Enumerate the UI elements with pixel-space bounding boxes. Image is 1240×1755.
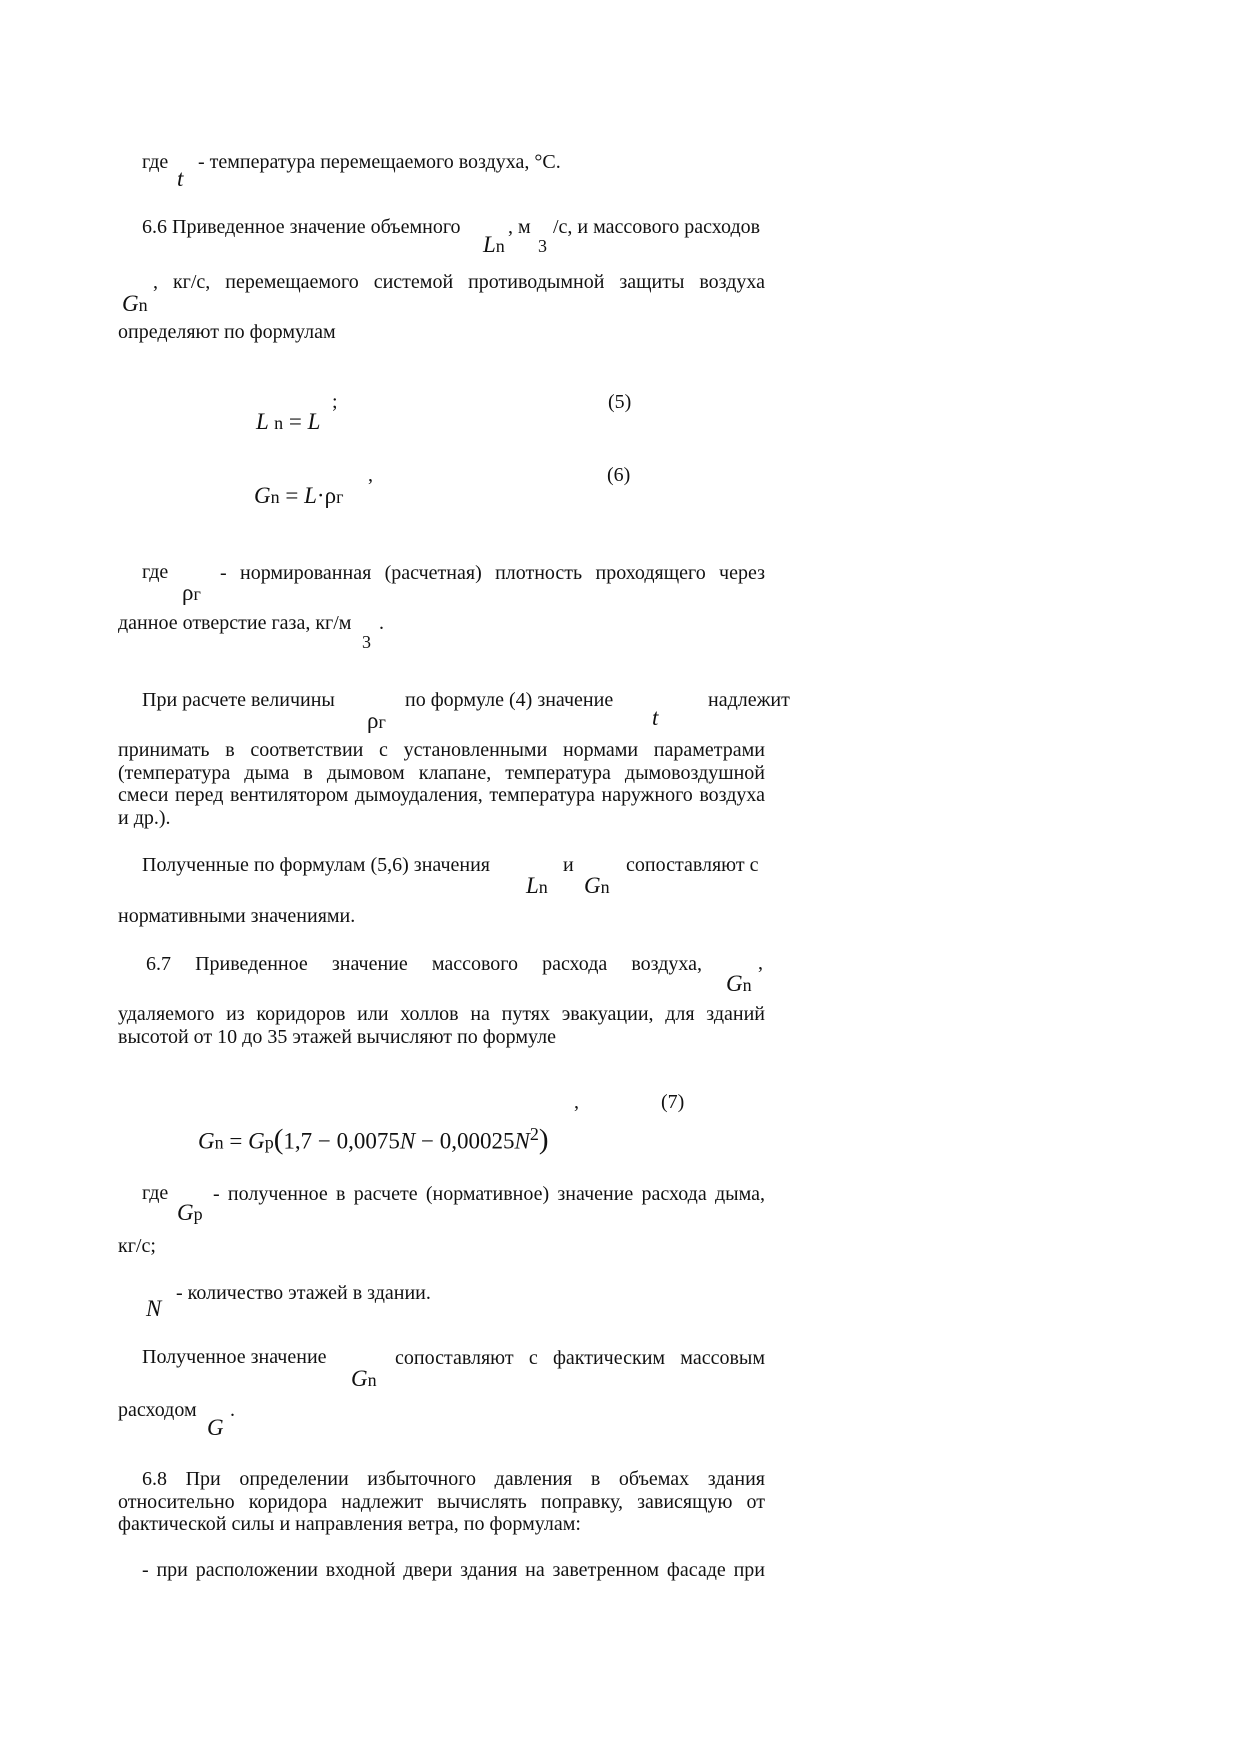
superscript-3b: 3 bbox=[362, 632, 371, 652]
symbol-Gn-4: Gn bbox=[351, 1366, 377, 1391]
equation-6: Gn = L·ρг bbox=[254, 483, 344, 508]
symbol-t: t bbox=[177, 166, 184, 191]
section-6-6-line3: определяют по формулам bbox=[118, 321, 336, 343]
and-word: и bbox=[563, 854, 574, 876]
where-label: где bbox=[142, 151, 169, 173]
equation-7-punct: , bbox=[574, 1091, 579, 1113]
equation-6-number: (6) bbox=[607, 464, 631, 486]
n-definition: - количество этажей в здании. bbox=[176, 1282, 431, 1304]
symbol-rho-g: ρг bbox=[182, 580, 201, 605]
equation-5-punct: ; bbox=[332, 391, 338, 413]
symbol-Gn: Gn bbox=[122, 291, 148, 316]
superscript-3: 3 bbox=[538, 236, 547, 256]
symbol-t-2: t bbox=[652, 705, 659, 730]
period-2: . bbox=[230, 1399, 235, 1421]
equation-5: L n = L bbox=[256, 409, 321, 434]
equation-7-number: (7) bbox=[661, 1091, 685, 1113]
symbol-Ln-2: Ln bbox=[526, 873, 548, 898]
comma: , bbox=[758, 952, 763, 974]
calc-paragraph: принимать в соответствии с установленными нормами параметрами (температура дыма в дымовом клапане, температура дымовоздушной смеси перед вентилятором дымоудаления, температура наружного воздуха и др.). bbox=[118, 739, 765, 829]
symbol-N: N bbox=[146, 1296, 162, 1321]
compare-text-b: сопоставляют с bbox=[626, 854, 759, 876]
equation-7: $Gn = Gp(1,7 - 0,0075N - 0,00025N^2)$ bbox=[198, 1123, 549, 1156]
compare-line2: нормативными значениями. bbox=[118, 905, 356, 927]
symbol-Gn-2: Gn bbox=[584, 873, 610, 898]
symbol-Gn-3: Gn bbox=[726, 971, 752, 996]
symbol-Ln: Ln bbox=[483, 232, 505, 257]
calc-text-b: по формуле (4) значение bbox=[405, 689, 614, 711]
density-definition-line2: данное отверстие газа, кг/м bbox=[118, 612, 352, 634]
equation-5-number: (5) bbox=[608, 391, 632, 413]
period: . bbox=[379, 612, 384, 634]
gp-definition: - полученное в расчете (нормативное) значение расхода дыма, bbox=[213, 1183, 765, 1205]
section-6-7-heading: 6.7 Приведенное значение массового расхода воздуха, bbox=[146, 953, 702, 975]
equation-6-punct: , bbox=[368, 464, 373, 486]
section-6-7-paragraph: удаляемого из коридоров или холлов на путях эвакуации, для зданий высотой от 10 до 35 этажей вычисляют по формуле bbox=[118, 1003, 765, 1048]
symbol-rho-g-2: ρг bbox=[367, 708, 386, 733]
compare2-text-a: Полученное значение bbox=[142, 1346, 327, 1368]
last-line: - при расположении входной двери здания на заветренном фасаде при bbox=[142, 1559, 765, 1581]
symbol-G: G bbox=[207, 1415, 224, 1440]
compare2-text-b: сопоставляют с фактическим массовым bbox=[395, 1347, 765, 1369]
symbol-Gp: Gp bbox=[177, 1200, 203, 1225]
compare2-line2: расходом bbox=[118, 1399, 197, 1421]
where-label-2: где bbox=[142, 561, 169, 583]
section-6-8-paragraph: 6.8 При определении избыточного давления в объемах здания относительно коридора надлежит вычислять поправку, зависящую от фактической силы и направления ветра, по формулам: bbox=[118, 1468, 765, 1536]
section-6-6-rest: /с, и массового расходов bbox=[553, 216, 761, 238]
temperature-definition: - температура перемещаемого воздуха, °С. bbox=[198, 151, 561, 173]
unit-m: , м bbox=[508, 216, 531, 238]
section-6-6-heading: 6.6 Приведенное значение объемного bbox=[142, 216, 461, 238]
section-6-6-line2: , кг/с, перемещаемого системой противодымной защиты воздуха bbox=[153, 271, 765, 293]
calc-text-c: надлежит bbox=[708, 689, 790, 711]
where-label-3: где bbox=[142, 1182, 169, 1204]
density-definition: - нормированная (расчетная) плотность проходящего через bbox=[220, 562, 765, 584]
compare-text-a: Полученные по формулам (5,6) значения bbox=[142, 854, 491, 876]
gp-definition-line2: кг/с; bbox=[118, 1235, 156, 1257]
calc-text-a: При расчете величины bbox=[142, 689, 335, 711]
